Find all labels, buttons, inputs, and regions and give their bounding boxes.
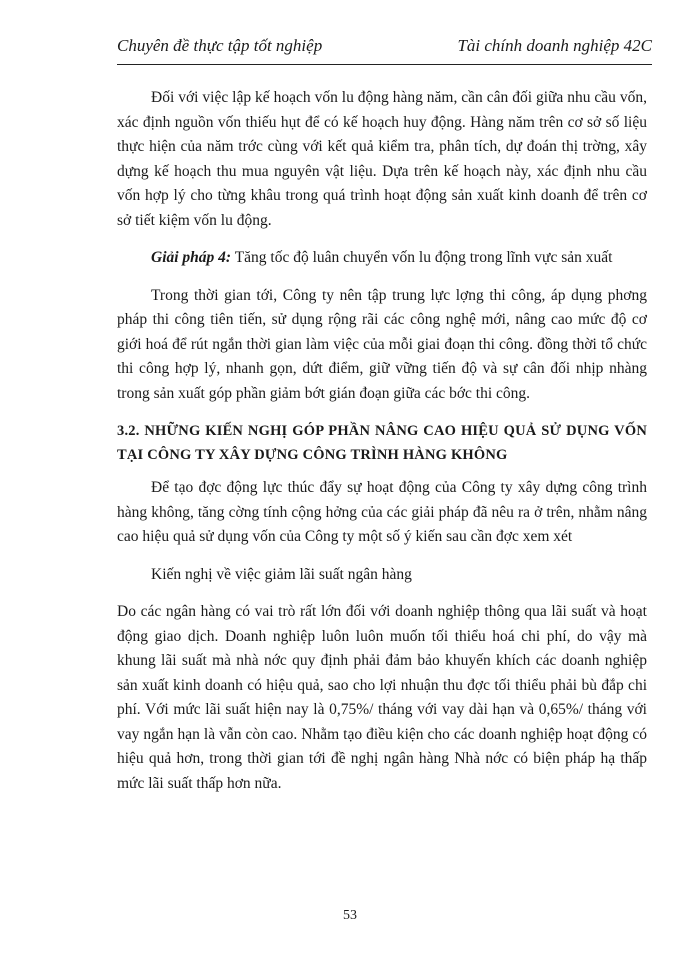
paragraph-interest-rate: Do các ngân hàng có vai trò rất lớn đối với doanh nghiệp thông qua lãi suất và hoạt động giao dịch. Doanh nghiệp luôn luôn muốn tối thiểu hoá chi phí, do vậy mà khung lãi suất mà nhà nớc quy định phải đảm bảo khuyến khích các doanh nghiệp sản xuất kinh doanh có hiệu quả, sao cho lợi nhuận thu đợc tối thiểu phải bù đắp chi phí. Với mức lãi suất hiện nay là 0,75%/ tháng với vay dài hạn và 0,65%/ tháng với vay ngắn hạn là vẫn còn cao. Nhằm tạo điều kiện cho các doanh nghiệp hoạt động có hiệu quả hơn, trong thời gian tới đề nghị ngân hàng Nhà nớc có biện pháp hạ thấp mức lãi suất thấp hơn nữa. xyxy=(117,603,647,792)
paragraph-recommendations-intro: Để tạo đợc động lực thúc đẩy sự hoạt động của Công ty xây dựng công trình hàng không, tăng cờng tính cộng hởng của các giải pháp đã nêu ra ở trên, nhằm nâng cao hiệu quả sử dụng vốn của Công ty một số ý kiến sau cần đợc xem xét xyxy=(117,479,647,545)
solution-4-label: Giải pháp 4: xyxy=(151,249,232,266)
page-header xyxy=(117,36,652,62)
solution-4-text: Tăng tốc độ luân chuyển vốn lu động trong lĩnh vực sản xuất xyxy=(231,249,613,266)
section-heading-3-2: 3.2. NHỮNG KIẾN NGHỊ GÓP PHẦN NÂNG CAO HIỆU QUẢ SỬ DỤNG VỐN TẠI CÔNG TY XÂY DỰNG CÔNG TRÌNH HÀNG KHÔNG xyxy=(117,423,647,463)
page-number: 53 xyxy=(343,908,357,923)
solution-4-paragraph xyxy=(117,246,647,271)
header-left-title: Chuyên đề thực tập tốt nghiệp xyxy=(117,36,323,55)
header-divider xyxy=(117,64,652,65)
page-content xyxy=(117,86,647,809)
paragraph-construction-methods: Trong thời gian tới, Công ty nên tập trung lực lợng thi công, áp dụng phơng pháp thi công tiên tiến, sử dụng rộng rãi các công nghệ mới, nâng cao mức độ cơ giới hoá để rút ngắn thời gian làm việc của mỗi giai đoạn thi công. đồng thời tổ chức thi công hợp lý, nhanh gọn, dứt điểm, giữ vững tiến độ và sự cân đối nhịp nhàng trong sản xuất góp phần giảm bớt gián đoạn giữa các bớc thi công. xyxy=(117,286,647,402)
subheading-interest-rate: Kiến nghị về việc giảm lãi suất ngân hàng xyxy=(151,565,412,583)
header-right-title: Tài chính doanh nghiệp 42C xyxy=(457,36,652,55)
paragraph-working-capital-plan: Đối với việc lập kế hoạch vốn lu động hàng năm, cần cân đối giữa nhu cầu vốn, xác định nguồn vốn thiếu hụt để có kế hoạch huy động. Hàng năm trên cơ sở số liệu thực hiện của năm trớc cùng với kết quả kiểm tra, phân tích, dự đoán thị trờng, xây dựng kế hoạch thu mua nguyên vật liệu. Dựa trên kế hoạch này, xác định nhu cầu vốn hợp lý cho từng khâu trong quá trình hoạt động sản xuất kinh doanh để trên cơ sở tiết kiệm vốn lu động. xyxy=(117,89,647,229)
